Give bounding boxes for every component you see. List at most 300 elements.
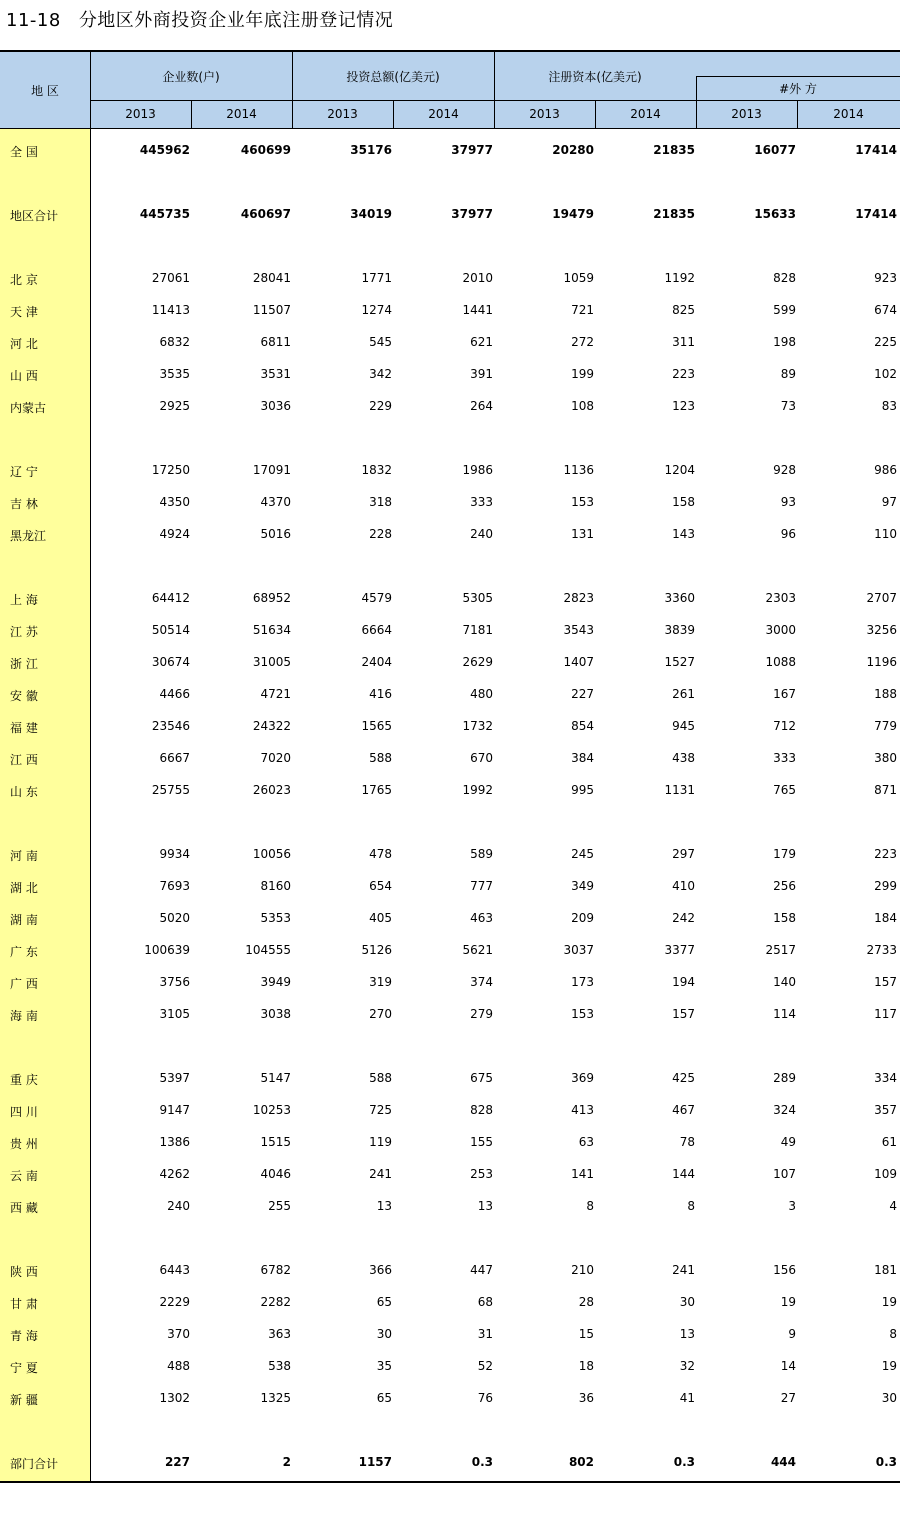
table-cell: 621 [470, 335, 493, 349]
table-cell: 488 [167, 1359, 190, 1373]
table-cell: 16077 [754, 143, 796, 157]
table-cell: 357 [874, 1103, 897, 1117]
table-cell: 3000 [765, 623, 796, 637]
table-cell: 1136 [563, 463, 594, 477]
table-cell: 445735 [139, 207, 190, 221]
table-cell: 156 [773, 1263, 796, 1277]
table-cell: 447 [470, 1263, 493, 1277]
table-cell: 63 [578, 1135, 594, 1149]
table-row [0, 493, 900, 513]
table-row [0, 205, 900, 225]
table-cell: 179 [773, 847, 796, 861]
table-cell: 777 [470, 879, 493, 893]
table-title: 分地区外商投资企业年底注册登记情况 [78, 10, 394, 31]
table-cell: 17091 [252, 463, 291, 477]
table-cell: 24322 [252, 719, 291, 733]
table-row [0, 1389, 900, 1409]
table-cell: 366 [369, 1263, 392, 1277]
table-header [0, 52, 900, 129]
region-name: 广 西 [10, 977, 38, 991]
table-cell: 223 [874, 847, 897, 861]
table-cell: 1832 [361, 463, 392, 477]
table-cell: 30674 [151, 655, 190, 669]
table-cell: 5126 [361, 943, 392, 957]
table-cell: 198 [773, 335, 796, 349]
table-cell: 467 [672, 1103, 695, 1117]
table-cell: 3756 [159, 975, 190, 989]
table-cell: 8 [586, 1199, 594, 1213]
table-row [0, 1357, 900, 1377]
table-cell: 995 [571, 783, 594, 797]
region-name: 内蒙古 [10, 401, 47, 415]
table-cell: 15633 [754, 207, 796, 221]
table-cell: 9147 [159, 1103, 190, 1117]
table-cell: 319 [369, 975, 392, 989]
table-cell: 480 [470, 687, 493, 701]
region-name: 河 南 [10, 849, 38, 863]
table-cell: 1088 [765, 655, 796, 669]
table-cell: 986 [874, 463, 897, 477]
table-cell: 64412 [151, 591, 190, 605]
table-cell: 1059 [563, 271, 594, 285]
table-row [0, 525, 900, 545]
table-cell: 7020 [260, 751, 291, 765]
table-cell: 3839 [664, 623, 695, 637]
table-cell: 334 [874, 1071, 897, 1085]
table-cell: 31005 [252, 655, 291, 669]
table-cell: 3 [788, 1199, 796, 1213]
table-row [0, 1293, 900, 1313]
table-row [0, 845, 900, 865]
table-cell: 4579 [361, 591, 392, 605]
header-year: 2013 [125, 107, 156, 121]
table-cell: 167 [773, 687, 796, 701]
table-cell: 240 [167, 1199, 190, 1213]
bottom-rule [0, 1481, 900, 1483]
table-cell: 1515 [260, 1135, 291, 1149]
table-cell: 478 [369, 847, 392, 861]
header-region: 地 区 [31, 83, 59, 98]
table-cell: 311 [672, 335, 695, 349]
table-cell: 588 [369, 751, 392, 765]
table-row [0, 717, 900, 737]
header-year: 2014 [226, 107, 257, 121]
table-cell: 61 [881, 1135, 897, 1149]
table-cell: 30 [376, 1327, 392, 1341]
table-cell: 1565 [361, 719, 392, 733]
table-cell: 825 [672, 303, 695, 317]
table-cell: 65 [376, 1391, 392, 1405]
table-cell: 6832 [159, 335, 190, 349]
table-cell: 445962 [139, 143, 190, 157]
table-cell: 241 [369, 1167, 392, 1181]
table-cell: 2707 [866, 591, 897, 605]
table-cell: 144 [672, 1167, 695, 1181]
table-cell: 1986 [462, 463, 493, 477]
table-cell: 674 [874, 303, 897, 317]
region-name: 黑龙江 [10, 529, 47, 543]
table-cell: 157 [672, 1007, 695, 1021]
table-cell: 13 [376, 1199, 392, 1213]
table-row [0, 749, 900, 769]
table-cell: 37977 [451, 143, 493, 157]
table-cell: 6664 [361, 623, 392, 637]
table-cell: 0.3 [471, 1455, 493, 1469]
region-name: 全 国 [10, 145, 38, 159]
table-cell: 49 [780, 1135, 796, 1149]
table-cell: 83 [881, 399, 897, 413]
table-cell: 13 [679, 1327, 695, 1341]
table-cell: 425 [672, 1071, 695, 1085]
table-cell: 1157 [358, 1455, 392, 1469]
header-year: 2013 [327, 107, 358, 121]
table-cell: 3038 [260, 1007, 291, 1021]
table-cell: 2303 [765, 591, 796, 605]
table-cell: 240 [470, 527, 493, 541]
table-cell: 31 [477, 1327, 493, 1341]
region-name: 天 津 [10, 305, 38, 319]
table-cell: 4262 [159, 1167, 190, 1181]
region-name: 安 徽 [10, 689, 38, 703]
table-row [0, 877, 900, 897]
table-cell: 802 [568, 1455, 594, 1469]
table-cell: 17250 [151, 463, 190, 477]
table-cell: 51634 [252, 623, 291, 637]
table-cell: 444 [770, 1455, 796, 1469]
table-cell: 589 [470, 847, 493, 861]
table-row [0, 1197, 900, 1217]
table-cell: 210 [571, 1263, 594, 1277]
table-number: 11-18 [6, 10, 61, 31]
table-cell: 5020 [159, 911, 190, 925]
table-cell: 27061 [151, 271, 190, 285]
table-cell: 9 [788, 1327, 796, 1341]
region-name: 地区合计 [10, 209, 59, 223]
table-cell: 1732 [462, 719, 493, 733]
table-row [0, 301, 900, 321]
table-cell: 2823 [563, 591, 594, 605]
table-cell: 35176 [350, 143, 392, 157]
table-cell: 2 [282, 1455, 291, 1469]
table-row [0, 333, 900, 353]
table-cell: 945 [672, 719, 695, 733]
table-cell: 828 [773, 271, 796, 285]
table-cell: 89 [780, 367, 796, 381]
table-cell: 20280 [552, 143, 594, 157]
table-cell: 410 [672, 879, 695, 893]
table-cell: 153 [571, 1007, 594, 1021]
table-cell: 923 [874, 271, 897, 285]
table-cell: 25755 [151, 783, 190, 797]
page-title [6, 6, 393, 32]
table-row [0, 941, 900, 961]
table-cell: 30 [881, 1391, 897, 1405]
table-cell: 50514 [151, 623, 190, 637]
table-cell: 228 [369, 527, 392, 541]
table-cell: 1441 [462, 303, 493, 317]
header-investment: 投资总额(亿美元) [346, 69, 440, 84]
table-cell: 765 [773, 783, 796, 797]
table-row [0, 621, 900, 641]
region-name: 西 藏 [10, 1201, 38, 1215]
table-cell: 9934 [159, 847, 190, 861]
region-name: 新 疆 [10, 1393, 38, 1407]
table-cell: 104555 [245, 943, 291, 957]
table-cell: 1131 [664, 783, 695, 797]
table-cell: 30 [679, 1295, 695, 1309]
table-row [0, 365, 900, 385]
table-cell: 4046 [260, 1167, 291, 1181]
table-cell: 41 [679, 1391, 695, 1405]
table-cell: 3036 [260, 399, 291, 413]
region-name: 四 川 [10, 1105, 38, 1119]
header-year: 2014 [630, 107, 661, 121]
table-cell: 2010 [462, 271, 493, 285]
table-cell: 15 [578, 1327, 594, 1341]
table-cell: 17414 [855, 207, 897, 221]
table-cell: 413 [571, 1103, 594, 1117]
region-name: 宁 夏 [10, 1361, 38, 1375]
region-name: 辽 宁 [10, 465, 38, 479]
table-cell: 17414 [855, 143, 897, 157]
table-cell: 2404 [361, 655, 392, 669]
region-name: 福 建 [10, 721, 38, 735]
table-cell: 854 [571, 719, 594, 733]
table-cell: 1325 [260, 1391, 291, 1405]
table-row [0, 973, 900, 993]
table-cell: 119 [369, 1135, 392, 1149]
table-cell: 5147 [260, 1071, 291, 1085]
region-name: 湖 南 [10, 913, 38, 927]
table-cell: 3360 [664, 591, 695, 605]
table-cell: 96 [780, 527, 796, 541]
table-cell: 289 [773, 1071, 796, 1085]
table-cell: 545 [369, 335, 392, 349]
table-cell: 318 [369, 495, 392, 509]
region-name: 海 南 [10, 1009, 38, 1023]
table-cell: 52 [477, 1359, 493, 1373]
table-cell: 141 [571, 1167, 594, 1181]
table-cell: 1274 [361, 303, 392, 317]
table-row [0, 461, 900, 481]
region-name: 贵 州 [10, 1137, 38, 1151]
region-name: 北 京 [10, 273, 38, 287]
region-name: 山 东 [10, 785, 38, 799]
region-name: 江 西 [10, 753, 38, 767]
region-name: 青 海 [10, 1329, 38, 1343]
table-cell: 828 [470, 1103, 493, 1117]
table-cell: 21835 [653, 207, 695, 221]
table-cell: 19 [881, 1359, 897, 1373]
table-cell: 3531 [260, 367, 291, 381]
region-name: 云 南 [10, 1169, 38, 1183]
table-cell: 0.3 [673, 1455, 695, 1469]
table-cell: 4721 [260, 687, 291, 701]
region-name: 山 西 [10, 369, 38, 383]
table-row [0, 909, 900, 929]
region-name: 部门合计 [10, 1457, 59, 1471]
table-cell: 5016 [260, 527, 291, 541]
table-cell: 102 [874, 367, 897, 381]
table-cell: 1386 [159, 1135, 190, 1149]
table-cell: 1992 [462, 783, 493, 797]
table-cell: 333 [773, 751, 796, 765]
region-name: 湖 北 [10, 881, 38, 895]
header-year: 2014 [833, 107, 864, 121]
table-cell: 140 [773, 975, 796, 989]
table-cell: 369 [571, 1071, 594, 1085]
table-cell: 19479 [552, 207, 594, 221]
table-cell: 3543 [563, 623, 594, 637]
table-cell: 363 [268, 1327, 291, 1341]
table-cell: 349 [571, 879, 594, 893]
table-cell: 460699 [240, 143, 291, 157]
table-cell: 117 [874, 1007, 897, 1021]
table-cell: 599 [773, 303, 796, 317]
table-cell: 299 [874, 879, 897, 893]
table-cell: 114 [773, 1007, 796, 1021]
table-row [0, 1005, 900, 1025]
table-cell: 3377 [664, 943, 695, 957]
table-cell: 725 [369, 1103, 392, 1117]
table-cell: 588 [369, 1071, 392, 1085]
table-cell: 5621 [462, 943, 493, 957]
table-cell: 68 [477, 1295, 493, 1309]
table-cell: 297 [672, 847, 695, 861]
table-cell: 8 [687, 1199, 695, 1213]
table-cell: 256 [773, 879, 796, 893]
table-cell: 384 [571, 751, 594, 765]
table-cell: 223 [672, 367, 695, 381]
table-cell: 460697 [240, 207, 291, 221]
table-cell: 871 [874, 783, 897, 797]
table-row [0, 1261, 900, 1281]
table-cell: 4 [889, 1199, 897, 1213]
table-row [0, 397, 900, 417]
table-cell: 6667 [159, 751, 190, 765]
table-cell: 18 [578, 1359, 594, 1373]
table-cell: 670 [470, 751, 493, 765]
table-cell: 97 [881, 495, 897, 509]
table-cell: 19 [780, 1295, 796, 1309]
table-cell: 324 [773, 1103, 796, 1117]
table-cell: 28 [578, 1295, 594, 1309]
table-cell: 654 [369, 879, 392, 893]
table-cell: 675 [470, 1071, 493, 1085]
table-cell: 438 [672, 751, 695, 765]
table-cell: 184 [874, 911, 897, 925]
table-cell: 3105 [159, 1007, 190, 1021]
table-row [0, 1133, 900, 1153]
table-cell: 26023 [252, 783, 291, 797]
table-row [0, 269, 900, 289]
region-name: 浙 江 [10, 657, 38, 671]
table-cell: 153 [571, 495, 594, 509]
table-cell: 194 [672, 975, 695, 989]
table-row [0, 141, 900, 161]
table-cell: 1765 [361, 783, 392, 797]
table-cell: 6811 [260, 335, 291, 349]
table-cell: 19 [881, 1295, 897, 1309]
header-foreign: #外 方 [779, 81, 817, 96]
table-cell: 14 [780, 1359, 796, 1373]
table-cell: 279 [470, 1007, 493, 1021]
table-row [0, 1325, 900, 1345]
table-cell: 32 [679, 1359, 695, 1373]
table-cell: 65 [376, 1295, 392, 1309]
region-name: 广 东 [10, 945, 38, 959]
table-cell: 4466 [159, 687, 190, 701]
table-cell: 27 [780, 1391, 796, 1405]
table-cell: 416 [369, 687, 392, 701]
table-row [0, 653, 900, 673]
region-name: 江 苏 [10, 625, 38, 639]
table-cell: 28041 [252, 271, 291, 285]
table-cell: 158 [773, 911, 796, 925]
table-cell: 93 [780, 495, 796, 509]
table-cell: 68952 [252, 591, 291, 605]
table-cell: 158 [672, 495, 695, 509]
table-cell: 8160 [260, 879, 291, 893]
table-cell: 405 [369, 911, 392, 925]
table-cell: 10253 [252, 1103, 291, 1117]
table-cell: 370 [167, 1327, 190, 1341]
region-name: 重 庆 [10, 1073, 38, 1087]
table-cell: 2629 [462, 655, 493, 669]
table-cell: 23546 [151, 719, 190, 733]
table-cell: 391 [470, 367, 493, 381]
table-cell: 109 [874, 1167, 897, 1181]
table-cell: 227 [571, 687, 594, 701]
table-cell: 712 [773, 719, 796, 733]
table-cell: 3535 [159, 367, 190, 381]
table-cell: 4370 [260, 495, 291, 509]
table-cell: 242 [672, 911, 695, 925]
table-cell: 229 [369, 399, 392, 413]
table-cell: 6443 [159, 1263, 190, 1277]
table-cell: 6782 [260, 1263, 291, 1277]
table-cell: 199 [571, 367, 594, 381]
table-cell: 1204 [664, 463, 695, 477]
table-cell: 1407 [563, 655, 594, 669]
table-cell: 227 [164, 1455, 190, 1469]
table-cell: 36 [578, 1391, 594, 1405]
table-cell: 1192 [664, 271, 695, 285]
table-cell: 209 [571, 911, 594, 925]
table-row [0, 1069, 900, 1089]
table-cell: 4924 [159, 527, 190, 541]
table-cell: 1196 [866, 655, 897, 669]
table-cell: 100639 [144, 943, 190, 957]
table-cell: 253 [470, 1167, 493, 1181]
table-row [0, 589, 900, 609]
table-cell: 538 [268, 1359, 291, 1373]
table-cell: 35 [376, 1359, 392, 1373]
table-cell: 5305 [462, 591, 493, 605]
header-year: 2013 [731, 107, 762, 121]
table-cell: 123 [672, 399, 695, 413]
table-cell: 1527 [664, 655, 695, 669]
table-cell: 155 [470, 1135, 493, 1149]
region-name: 河 北 [10, 337, 38, 351]
table-row [0, 685, 900, 705]
table-cell: 157 [874, 975, 897, 989]
table-cell: 34019 [350, 207, 392, 221]
table-cell: 110 [874, 527, 897, 541]
table-row [0, 1453, 900, 1473]
table-row [0, 781, 900, 801]
table-cell: 7693 [159, 879, 190, 893]
